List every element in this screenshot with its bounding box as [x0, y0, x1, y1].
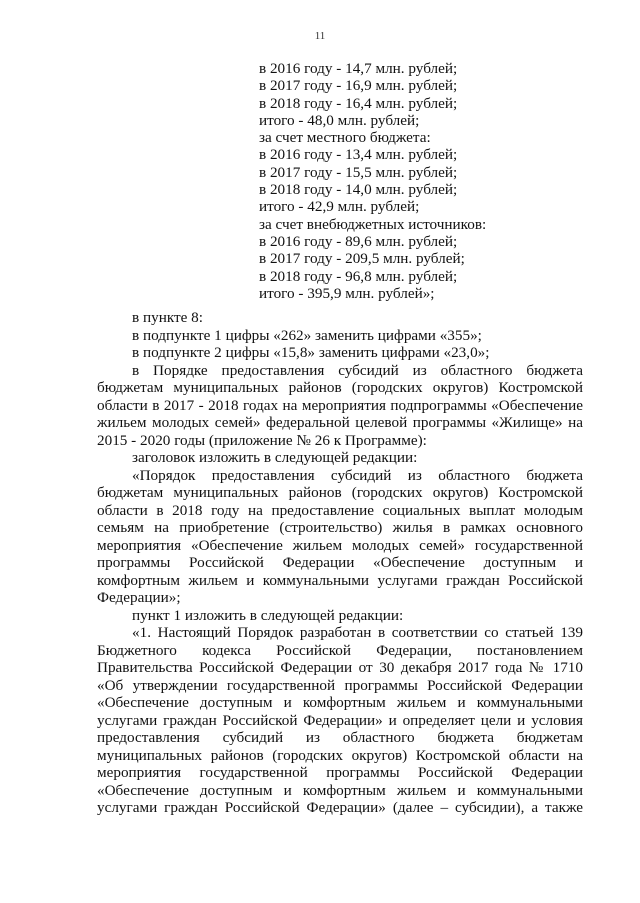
budget-line: за счет внебюджетных источников: [259, 215, 487, 233]
paragraph-item-8: в пункте 8: [132, 309, 203, 326]
paragraph-heading-instruction: заголовок изложить в следующей редакции: [132, 449, 418, 466]
budget-line: итого - 48,0 млн. рублей; [259, 111, 420, 129]
budget-line: в 2017 году - 16,9 млн. рублей; [259, 77, 458, 95]
budget-line: в 2018 году - 96,8 млн. рублей; [259, 267, 458, 285]
document-body [97, 309, 583, 817]
budget-line: в 2016 году - 13,4 млн. рублей; [259, 146, 458, 164]
budget-line: итого - 395,9 млн. рублей»; [259, 284, 435, 302]
page-number: 11 [314, 30, 326, 42]
budget-line: в 2016 году - 14,7 млн. рублей; [259, 60, 458, 77]
budget-list [259, 60, 486, 302]
budget-line: в 2016 году - 89,6 млн. рублей; [259, 232, 458, 250]
paragraph-subitem-2: в подпункте 2 цифры «15,8» заменить цифрами «23,0»; [132, 344, 490, 361]
paragraph-procedure: в Порядке предоставления субсидий из областного бюджета бюджетам муниципальных районов (городских округов) Костромской области в 2017 - 2018 годах на мероприятия подпрограммы «Обеспечение жильем молодых семей» федеральной целевой программы «Жилище» на 2015 - 2020 годы (приложение № 26 к Программе): [97, 361, 583, 449]
paragraph-new-title: «Порядок предоставления субсидий из областного бюджета бюджетам муниципальных районов (городских округов) Костромской области в 2018 году на предоставление социальных выплат молодым семьям на приобретение (строительство) жилья в рамках основного мероприятия «Обеспечение жильем молодых семей» государственной программы Российской Федерации «Обеспечение доступным и комфортным жильем и коммунальными услугами граждан Российской Федерации»; [97, 466, 583, 606]
budget-line: в 2018 году - 14,0 млн. рублей; [259, 181, 458, 199]
budget-line: в 2017 году - 15,5 млн. рублей; [259, 163, 458, 181]
budget-line: за счет местного бюджета: [259, 129, 431, 147]
paragraph-point1-instruction: пункт 1 изложить в следующей редакции: [132, 606, 404, 624]
paragraph-subitem-1: в подпункте 1 цифры «262» заменить цифрами «355»; [132, 326, 482, 344]
paragraph-point1-text: «1. Настоящий Порядок разработан в соответствии со статьей 139 Бюджетного кодекса Российской Федерации, постановлением Правительства Российской Федерации от 30 декабря 2017 года № 1710 «Об утверждении государственной программы Российской Федерации «Обеспечение доступным и комфортным жильем и коммунальными услугами граждан Российской Федерации» и определяет цели и условия предоставления субсидий из областного бюджета бюджетам муниципальных районов (городских округов) Костромской области на мероприятия государственной программы Российской Федерации «Обеспечение доступным и комфортным жильем и коммунальными услугами граждан Российской Федерации» (далее – субсидии), а также [97, 624, 583, 816]
budget-line: итого - 42,9 млн. рублей; [259, 198, 420, 216]
budget-line: в 2017 году - 209,5 млн. рублей; [259, 250, 465, 268]
budget-line: в 2018 году - 16,4 млн. рублей; [259, 94, 458, 112]
